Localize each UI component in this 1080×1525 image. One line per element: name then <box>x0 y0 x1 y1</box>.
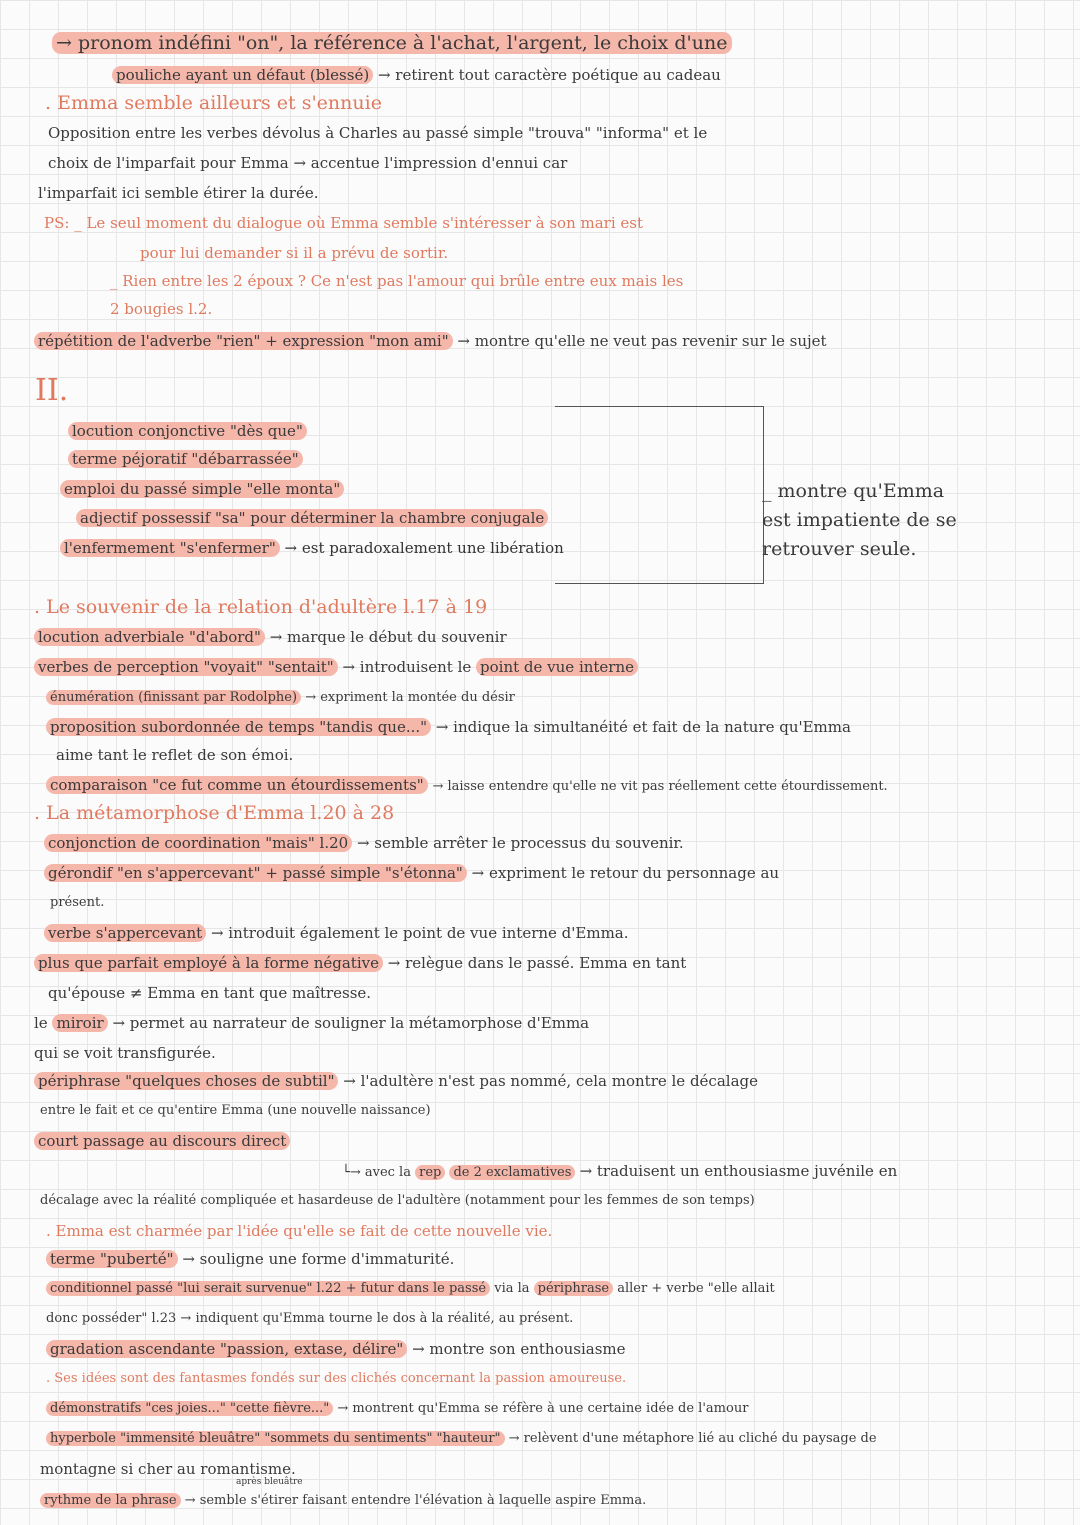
highlight-text: locution conjonctive "dès que" <box>68 422 307 440</box>
note-line-32 <box>40 1188 755 1214</box>
section-heading <box>46 1366 626 1392</box>
box-conclusion-3 <box>762 536 916 562</box>
line-text: qu'épouse ≠ Emma en tant que maîtresse. <box>48 984 372 1002</box>
line-text: → introduit également le point de vue interne d'Emma. <box>210 924 629 942</box>
line-text: → relègue dans le passé. Emma en tant <box>387 954 687 972</box>
highlight-text: répétition de l'adverbe "rien" + expression "mon ami" <box>34 332 453 350</box>
highlight-text: → pronom indéfini "on", la référence à l'achat, l'argent, le choix d'une <box>52 32 732 54</box>
heading-text: . La métamorphose d'Emma l.20 à 28 <box>34 802 395 824</box>
section-heading <box>34 594 487 620</box>
line-text: → montre qu'elle ne veut pas revenir sur le sujet <box>457 332 827 350</box>
note-line-14 <box>34 654 638 680</box>
heading-text: . Le souvenir de la relation d'adultère l.17 à 19 <box>34 596 488 618</box>
highlight-text: périphrase <box>534 1281 613 1296</box>
note-line-26 <box>34 1010 589 1036</box>
highlight-text: plus que parfait employé à la forme négative <box>34 954 383 972</box>
highlight-text: démonstratifs "ces joies..." "cette fièvre..." <box>46 1401 333 1416</box>
line-text: après bleuâtre <box>236 1477 303 1487</box>
line-text: → expriment le retour du personnage au <box>471 864 780 882</box>
line-text: via la <box>494 1281 530 1296</box>
note-line-24 <box>34 950 686 976</box>
note-line-1 <box>52 30 732 56</box>
line-text: → l'adultère n'est pas nommé, cela montre le décalage <box>343 1072 758 1090</box>
line-text: PS: _ Le seul moment du dialogue où Emma semble s'intéresser à son mari est <box>44 214 644 232</box>
note-line-15 <box>46 685 515 711</box>
line-text: → est paradoxalement une libération <box>284 539 564 557</box>
note-line-25 <box>48 980 371 1006</box>
note-line-23 <box>44 920 629 946</box>
highlight-text: adjectif possessif "sa" pour déterminer la chambre conjugale <box>76 509 548 527</box>
note-line-35 <box>46 1276 775 1302</box>
note-line-6 <box>38 180 319 206</box>
box-conclusion-1 <box>762 478 944 504</box>
note-line-9 <box>110 268 683 294</box>
highlight-text: point de vue interne <box>476 658 638 676</box>
heading-text: . Emma est charmée par l'idée qu'elle se fait de cette nouvelle vie. <box>46 1222 553 1240</box>
line-text: choix de l'imparfait pour Emma → accentue l'impression d'ennui car <box>48 154 568 172</box>
line-text: aller + verbe "elle allait <box>617 1281 775 1296</box>
note-line-18 <box>46 772 888 800</box>
note-line-22 <box>50 890 104 916</box>
note-line-37 <box>46 1336 626 1362</box>
line-text: _ Rien entre les 2 époux ? Ce n'est pas l'amour qui brûle entre eux mais les <box>110 272 684 290</box>
note-line-7 <box>44 210 643 236</box>
box-item-3 <box>60 476 344 502</box>
highlight-text: court passage au discours direct <box>34 1132 290 1150</box>
highlight-text: gérondif "en s'appercevant" + passé simple "s'étonna" <box>44 864 467 882</box>
line-text: → montre son enthousiasme <box>412 1340 626 1358</box>
highlight-text: conditionnel passé "lui serait survenue" l.22 + futur dans le passé <box>46 1281 490 1296</box>
line-text: qui se voit transfigurée. <box>34 1044 216 1062</box>
heading-text: . Emma semble ailleurs et s'ennuie <box>45 92 382 114</box>
note-line-30 <box>34 1128 290 1154</box>
line-text: → souligne une forme d'immaturité. <box>182 1250 455 1268</box>
line-text: → relèvent d'une métaphore lié au cliché du paysage de <box>508 1431 877 1446</box>
line-text: _ montre qu'Emma <box>762 480 945 502</box>
note-line-13 <box>34 624 507 650</box>
highlight-text: l'enfermement "s'enfermer" <box>60 539 280 557</box>
line-text: → permet au narrateur de souligner la métamorphose d'Emma <box>112 1014 590 1032</box>
section-number: II. <box>35 373 69 408</box>
line-text: aime tant le reflet de son émoi. <box>56 746 294 764</box>
line-text: → montrent qu'Emma se réfère à une certaine idée de l'amour <box>337 1401 749 1416</box>
line-text: donc posséder" l.23 → indiquent qu'Emma tourne le dos à la réalité, au présent. <box>46 1311 574 1326</box>
box-item-2 <box>68 446 303 472</box>
note-line-27 <box>34 1040 216 1066</box>
highlight-text: conjonction de coordination "mais" l.20 <box>44 834 352 852</box>
note-line-8 <box>140 240 448 266</box>
note-line-28 <box>34 1068 758 1094</box>
note-line-31 <box>342 1158 897 1186</box>
line-text: → semble arrêter le processus du souvenir. <box>356 834 684 852</box>
highlight-text: proposition subordonnée de temps "tandis que..." <box>46 718 431 736</box>
line-text: décalage avec la réalité compliquée et hasardeuse de l'adultère (notamment pour les femmes de son temps) <box>40 1193 755 1208</box>
line-text: le <box>34 1014 48 1032</box>
highlight-text: emploi du passé simple "elle monta" <box>60 480 344 498</box>
note-line-43 <box>40 1488 646 1514</box>
note-line-4 <box>48 120 707 146</box>
note-line-36 <box>46 1306 573 1332</box>
line-text: → semble s'étirer faisant entendre l'élévation à laquelle aspire Emma. <box>184 1493 647 1508</box>
highlight-text: rythme de la phrase <box>40 1493 181 1508</box>
line-text: retrouver seule. <box>762 538 917 560</box>
line-text: → retirent tout caractère poétique au cadeau <box>377 66 721 84</box>
highlight-text: gradation ascendante "passion, extase, délire" <box>46 1340 407 1358</box>
section-heading <box>45 90 382 116</box>
bracket-box <box>555 406 764 584</box>
line-text: Opposition entre les verbes dévolus à Charles au passé simple "trouva" "informa" et le <box>48 124 708 142</box>
note-line-10 <box>110 296 212 322</box>
line-text: → expriment la montée du désir <box>305 690 515 705</box>
highlight-text: de 2 exclamatives <box>449 1165 575 1180</box>
highlight-text: énumération (finissant par Rodolphe) <box>46 690 301 705</box>
note-line-40 <box>46 1426 877 1452</box>
line-text: └→ avec la <box>342 1165 411 1180</box>
line-text: 2 bougies l.2. <box>110 300 213 318</box>
highlight-text: terme péjoratif "débarrassée" <box>68 450 303 468</box>
line-text: entre le fait et ce qu'entire Emma (une nouvelle naissance) <box>40 1103 431 1118</box>
note-line-20 <box>44 830 684 856</box>
line-text: → indique la simultanéité et fait de la nature qu'Emma <box>435 718 851 736</box>
note-line-16 <box>46 714 851 740</box>
line-text: → marque le début du souvenir <box>269 628 507 646</box>
heading-text: . Ses idées sont des fantasmes fondés sur des clichés concernant la passion amoureuse. <box>46 1371 627 1386</box>
note-line-29 <box>40 1098 431 1124</box>
highlight-text: hyperbole "immensité bleuâtre" "sommets du sentiments" "hauteur" <box>46 1431 505 1446</box>
line-text: → traduisent un enthousiasme juvénile en <box>579 1162 898 1180</box>
note-line-17 <box>56 742 293 768</box>
section-heading <box>46 1218 552 1244</box>
highlight-text: comparaison "ce fut comme un étourdissements" <box>46 776 428 794</box>
highlight-text: miroir <box>52 1014 107 1032</box>
highlight-text: locution adverbiale "d'abord" <box>34 628 265 646</box>
line-text: présent. <box>50 895 105 910</box>
line-text: est impatiente de se <box>762 509 957 531</box>
highlight-text: périphrase "quelques choses de subtil" <box>34 1072 338 1090</box>
section-heading <box>34 800 394 826</box>
line-text: montagne si cher au romantisme. <box>40 1460 296 1478</box>
box-item-4 <box>76 505 548 531</box>
highlight-text: terme "puberté" <box>46 1250 178 1268</box>
box-item-5 <box>60 535 564 561</box>
highlight-text: pouliche ayant un défaut (blessé) <box>112 66 373 84</box>
note-line-39 <box>46 1396 748 1422</box>
note-line-34 <box>46 1246 454 1272</box>
highlight-text: verbes de perception "voyait" "sentait" <box>34 658 338 676</box>
margin-note <box>236 1476 303 1488</box>
note-line-5 <box>48 150 567 176</box>
line-text: → introduisent le <box>342 658 472 676</box>
note-line-2 <box>112 62 721 88</box>
box-item-1 <box>68 418 307 444</box>
line-text: → laisse entendre qu'elle ne vit pas réellement cette étourdissement. <box>432 779 888 794</box>
box-conclusion-2 <box>762 507 957 533</box>
line-text: pour lui demander si il a prévu de sortir. <box>140 244 449 262</box>
note-line-21 <box>44 860 779 886</box>
line-text: l'imparfait ici semble étirer la durée. <box>38 184 319 202</box>
note-line-11 <box>34 328 827 354</box>
highlight-text: verbe s'appercevant <box>44 924 206 942</box>
highlight-text: rep <box>415 1165 445 1180</box>
